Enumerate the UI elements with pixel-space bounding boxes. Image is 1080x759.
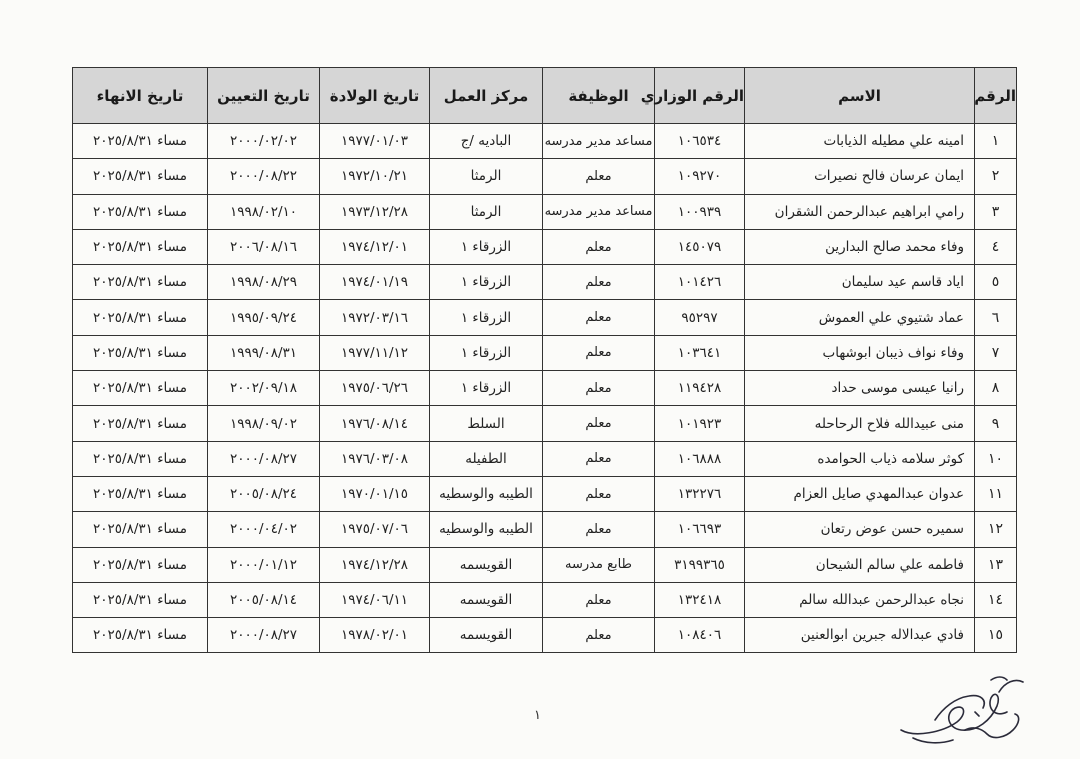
end-date-cell: مساء ٢٠٢٥/٨/٣١ (73, 406, 208, 441)
employee-name-cell: عدوان عبدالمهدي صايل العزام (745, 476, 975, 511)
work-center-cell: الزرقاء ١ (430, 300, 543, 335)
end-date-cell: مساء ٢٠٢٥/٨/٣١ (73, 547, 208, 582)
table-body (73, 124, 1017, 653)
row-number-cell: ١٢ (975, 512, 1017, 547)
birth-date-cell: ١٩٧٤/٠٦/١١ (320, 582, 430, 617)
end-date-cell: مساء ٢٠٢٥/٨/٣١ (73, 476, 208, 511)
appointment-date-cell: ٢٠٠٠/٠٨/٢٢ (208, 159, 320, 194)
row-number-cell: ٥ (975, 265, 1017, 300)
end-date-cell: مساء ٢٠٢٥/٨/٣١ (73, 194, 208, 229)
header-birth-date: تاريخ الولادة (320, 68, 430, 124)
ministry-number-cell: ١٠٦٨٨٨ (655, 441, 745, 476)
birth-date-cell: ١٩٧٤/١٢/٢٨ (320, 547, 430, 582)
appointment-date-cell: ٢٠٠٢/٠٩/١٨ (208, 371, 320, 406)
birth-date-cell: ١٩٧٢/١٠/٢١ (320, 159, 430, 194)
appointment-date-cell: ١٩٩٥/٠٩/٢٤ (208, 300, 320, 335)
ministry-number-cell: ١٠٠٩٣٩ (655, 194, 745, 229)
row-number-cell: ٧ (975, 335, 1017, 370)
table-row (73, 547, 1017, 582)
ministry-number-cell: ١٠٩٢٧٠ (655, 159, 745, 194)
row-number-cell: ١٠ (975, 441, 1017, 476)
row-number-cell: ٨ (975, 371, 1017, 406)
end-date-cell: مساء ٢٠٢٥/٨/٣١ (73, 441, 208, 476)
job-title-cell: معلم (543, 512, 655, 547)
employee-name-cell: رانيا عيسى موسى حداد (745, 371, 975, 406)
header-no: الرقم (975, 68, 1017, 124)
birth-date-cell: ١٩٧٨/٠٢/٠١ (320, 618, 430, 653)
birth-date-cell: ١٩٧٢/٠٣/١٦ (320, 300, 430, 335)
row-number-cell: ١٣ (975, 547, 1017, 582)
birth-date-cell: ١٩٧٧/٠١/٠٣ (320, 124, 430, 159)
table-row (73, 300, 1017, 335)
employee-name-cell: رامي ابراهيم عبدالرحمن الشقران (745, 194, 975, 229)
table-row (73, 124, 1017, 159)
work-center-cell: الزرقاء ١ (430, 335, 543, 370)
table-row (73, 159, 1017, 194)
end-date-cell: مساء ٢٠٢٥/٨/٣١ (73, 335, 208, 370)
job-title-cell: معلم (543, 335, 655, 370)
work-center-cell: الزرقاء ١ (430, 229, 543, 264)
end-date-cell: مساء ٢٠٢٥/٨/٣١ (73, 300, 208, 335)
appointment-date-cell: ٢٠٠٠/٠٤/٠٢ (208, 512, 320, 547)
work-center-cell: الرمثا (430, 159, 543, 194)
job-title-cell: معلم (543, 371, 655, 406)
work-center-cell: السلط (430, 406, 543, 441)
end-date-cell: مساء ٢٠٢٥/٨/٣١ (73, 371, 208, 406)
ministry-number-cell: ٩٥٢٩٧ (655, 300, 745, 335)
work-center-cell: الرمثا (430, 194, 543, 229)
job-title-cell: مساعد مدير مدرسه (543, 124, 655, 159)
job-title-cell: معلم (543, 441, 655, 476)
birth-date-cell: ١٩٧٤/١٢/٠١ (320, 229, 430, 264)
appointment-date-cell: ٢٠٠٠/٠٨/٢٧ (208, 441, 320, 476)
table-header (73, 68, 1017, 124)
header-ministry-no: الرقم الوزاري (655, 68, 745, 124)
table-row (73, 406, 1017, 441)
ministry-number-cell: ١١٩٤٢٨ (655, 371, 745, 406)
ministry-number-cell: ١٠٦٦٩٣ (655, 512, 745, 547)
employee-name-cell: امينه علي مطيله الذيابات (745, 124, 975, 159)
birth-date-cell: ١٩٧٠/٠١/١٥ (320, 476, 430, 511)
job-title-cell: معلم (543, 265, 655, 300)
row-number-cell: ٦ (975, 300, 1017, 335)
page-number: ١ (534, 708, 541, 723)
job-title-cell: معلم (543, 618, 655, 653)
ministry-number-cell: ٣١٩٩٣٦٥ (655, 547, 745, 582)
employee-name-cell: كوثر سلامه ذياب الحوامده (745, 441, 975, 476)
work-center-cell: الباديه /ج (430, 124, 543, 159)
work-center-cell: القويسمه (430, 582, 543, 617)
row-number-cell: ٣ (975, 194, 1017, 229)
end-date-cell: مساء ٢٠٢٥/٨/٣١ (73, 124, 208, 159)
appointment-date-cell: ١٩٩٩/٠٨/٣١ (208, 335, 320, 370)
employee-name-cell: ايمان عرسان فالح نصيرات (745, 159, 975, 194)
appointment-date-cell: ١٩٩٨/٠٨/٢٩ (208, 265, 320, 300)
row-number-cell: ١ (975, 124, 1017, 159)
table-row (73, 335, 1017, 370)
work-center-cell: الطفيله (430, 441, 543, 476)
work-center-cell: الطيبه والوسطيه (430, 512, 543, 547)
ministry-number-cell: ١٠٨٤٠٦ (655, 618, 745, 653)
birth-date-cell: ١٩٧٦/٠٣/٠٨ (320, 441, 430, 476)
job-title-cell: معلم (543, 582, 655, 617)
row-number-cell: ٩ (975, 406, 1017, 441)
employee-name-cell: فادي عبدالاله جبرين ابوالعنين (745, 618, 975, 653)
job-title-cell: معلم (543, 159, 655, 194)
appointment-date-cell: ٢٠٠٠/٠٨/٢٧ (208, 618, 320, 653)
appointment-date-cell: ٢٠٠٠/٠١/١٢ (208, 547, 320, 582)
table-row (73, 265, 1017, 300)
table-row (73, 229, 1017, 264)
ministry-number-cell: ١٠١٩٢٣ (655, 406, 745, 441)
header-appointment-date: تاريخ التعيين (208, 68, 320, 124)
birth-date-cell: ١٩٧٧/١١/١٢ (320, 335, 430, 370)
header-name: الاسم (745, 68, 975, 124)
job-title-cell: معلم (543, 229, 655, 264)
ministry-number-cell: ١٠١٤٢٦ (655, 265, 745, 300)
header-work-center: مركز العمل (430, 68, 543, 124)
table-row (73, 371, 1017, 406)
work-center-cell: القويسمه (430, 547, 543, 582)
ministry-number-cell: ١٠٦٥٣٤ (655, 124, 745, 159)
employee-name-cell: اياد قاسم عيد سليمان (745, 265, 975, 300)
table-row (73, 618, 1017, 653)
employee-table-container (72, 67, 1016, 653)
work-center-cell: الطيبه والوسطيه (430, 476, 543, 511)
job-title-cell: معلم (543, 300, 655, 335)
table-row (73, 582, 1017, 617)
end-date-cell: مساء ٢٠٢٥/٨/٣١ (73, 229, 208, 264)
row-number-cell: ١٤ (975, 582, 1017, 617)
header-end-date: تاريخ الانهاء (73, 68, 208, 124)
ministry-number-cell: ١٣٢٢٧٦ (655, 476, 745, 511)
job-title-cell: معلم (543, 406, 655, 441)
birth-date-cell: ١٩٧٥/٠٦/٢٦ (320, 371, 430, 406)
appointment-date-cell: ١٩٩٨/٠٩/٠٢ (208, 406, 320, 441)
birth-date-cell: ١٩٧٥/٠٧/٠٦ (320, 512, 430, 547)
header-row (73, 68, 1017, 124)
work-center-cell: الزرقاء ١ (430, 371, 543, 406)
row-number-cell: ٢ (975, 159, 1017, 194)
appointment-date-cell: ١٩٩٨/٠٢/١٠ (208, 194, 320, 229)
table-row (73, 441, 1017, 476)
employee-table (72, 67, 1017, 653)
end-date-cell: مساء ٢٠٢٥/٨/٣١ (73, 265, 208, 300)
row-number-cell: ١٥ (975, 618, 1017, 653)
employee-name-cell: منى عبيدالله فلاح الرحاحله (745, 406, 975, 441)
appointment-date-cell: ٢٠٠٦/٠٨/١٦ (208, 229, 320, 264)
job-title-cell: طابع مدرسه (543, 547, 655, 582)
ministry-number-cell: ١٣٢٤١٨ (655, 582, 745, 617)
employee-name-cell: فاطمه علي سالم الشيحان (745, 547, 975, 582)
employee-name-cell: وفاء نواف ذيبان ابوشهاب (745, 335, 975, 370)
end-date-cell: مساء ٢٠٢٥/٨/٣١ (73, 618, 208, 653)
ministry-number-cell: ١٤٥٠٧٩ (655, 229, 745, 264)
header-job: الوظيفة (543, 68, 655, 124)
table-row (73, 476, 1017, 511)
birth-date-cell: ١٩٧٣/١٢/٢٨ (320, 194, 430, 229)
employee-name-cell: نجاه عبدالرحمن عبدالله سالم (745, 582, 975, 617)
work-center-cell: القويسمه (430, 618, 543, 653)
row-number-cell: ٤ (975, 229, 1017, 264)
end-date-cell: مساء ٢٠٢٥/٨/٣١ (73, 159, 208, 194)
appointment-date-cell: ٢٠٠٥/٠٨/٢٤ (208, 476, 320, 511)
job-title-cell: معلم (543, 476, 655, 511)
row-number-cell: ١١ (975, 476, 1017, 511)
work-center-cell: الزرقاء ١ (430, 265, 543, 300)
employee-name-cell: وفاء محمد صالح البدارين (745, 229, 975, 264)
table-row (73, 194, 1017, 229)
table-row (73, 512, 1017, 547)
end-date-cell: مساء ٢٠٢٥/٨/٣١ (73, 512, 208, 547)
handwritten-signature-icon (895, 668, 1030, 748)
appointment-date-cell: ٢٠٠٥/٠٨/١٤ (208, 582, 320, 617)
ministry-number-cell: ١٠٣٦٤١ (655, 335, 745, 370)
end-date-cell: مساء ٢٠٢٥/٨/٣١ (73, 582, 208, 617)
birth-date-cell: ١٩٧٤/٠١/١٩ (320, 265, 430, 300)
birth-date-cell: ١٩٧٦/٠٨/١٤ (320, 406, 430, 441)
appointment-date-cell: ٢٠٠٠/٠٢/٠٢ (208, 124, 320, 159)
employee-name-cell: عماد شتيوي علي العموش (745, 300, 975, 335)
employee-name-cell: سميره حسن عوض رتعان (745, 512, 975, 547)
job-title-cell: مساعد مدير مدرسه (543, 194, 655, 229)
